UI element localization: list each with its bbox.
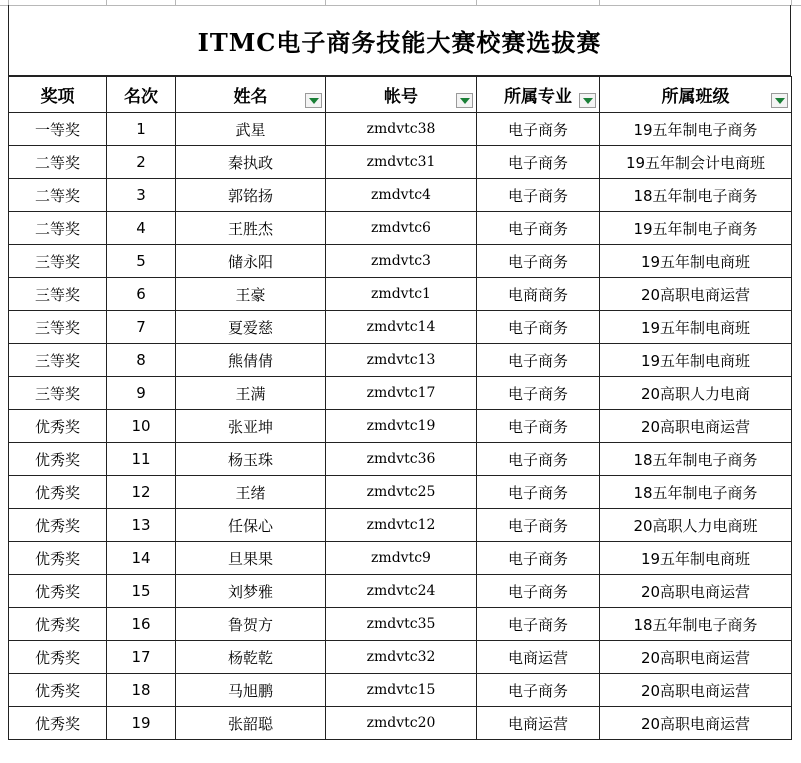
cell-award[interactable]: 三等奖	[9, 377, 107, 410]
cell-name[interactable]: 张亚坤	[176, 410, 326, 443]
cell-major[interactable]: 电子商务	[477, 608, 600, 641]
filter-dropdown-icon[interactable]	[305, 93, 322, 108]
table-row	[9, 179, 792, 212]
cell-major[interactable]: 电子商务	[477, 377, 600, 410]
cell-account[interactable]: zmdvtc1	[326, 278, 477, 311]
table-row	[9, 476, 792, 509]
cell-account[interactable]: zmdvtc36	[326, 443, 477, 476]
cell-account[interactable]: zmdvtc3	[326, 245, 477, 278]
cell-major[interactable]: 电子商务	[477, 245, 600, 278]
cell-account[interactable]: zmdvtc14	[326, 311, 477, 344]
table-body	[9, 113, 792, 740]
header-account[interactable]	[326, 77, 477, 113]
cell-major[interactable]: 电商运营	[477, 707, 600, 740]
cell-account[interactable]: zmdvtc4	[326, 179, 477, 212]
cell-class[interactable]: 18五年制电子商务	[600, 608, 792, 641]
cell-name[interactable]: 任保心	[176, 509, 326, 542]
cell-class[interactable]: 19五年制电商班	[600, 245, 792, 278]
cell-account[interactable]: zmdvtc12	[326, 509, 477, 542]
cell-rank[interactable]: 3	[107, 179, 176, 212]
cell-name[interactable]: 马旭鹏	[176, 674, 326, 707]
filter-dropdown-icon[interactable]	[456, 93, 473, 108]
table-row	[9, 443, 792, 476]
header-rank[interactable]	[107, 77, 176, 113]
cell-major[interactable]: 电商商务	[477, 278, 600, 311]
cell-major[interactable]: 电子商务	[477, 311, 600, 344]
cell-rank[interactable]: 1	[107, 113, 176, 146]
cell-class[interactable]: 19五年制电商班	[600, 311, 792, 344]
cell-award[interactable]: 一等奖	[9, 113, 107, 146]
table-row	[9, 311, 792, 344]
cell-name[interactable]: 王胜杰	[176, 212, 326, 245]
cell-class[interactable]: 19五年制电子商务	[600, 113, 792, 146]
header-account-label: 帐号	[384, 87, 418, 107]
cell-award[interactable]: 优秀奖	[9, 443, 107, 476]
cell-award[interactable]: 优秀奖	[9, 707, 107, 740]
cell-major[interactable]: 电子商务	[477, 674, 600, 707]
cell-name[interactable]: 旦果果	[176, 542, 326, 575]
cell-name[interactable]: 王满	[176, 377, 326, 410]
cell-rank[interactable]: 6	[107, 278, 176, 311]
cell-class[interactable]: 20高职电商运营	[600, 278, 792, 311]
table-row	[9, 344, 792, 377]
cell-rank[interactable]: 12	[107, 476, 176, 509]
header-award-label: 奖项	[40, 87, 75, 107]
cell-award[interactable]: 三等奖	[9, 245, 107, 278]
cell-account[interactable]: zmdvtc6	[326, 212, 477, 245]
cell-major[interactable]: 电商运营	[477, 641, 600, 674]
cell-award[interactable]: 二等奖	[9, 212, 107, 245]
cell-account[interactable]: zmdvtc13	[326, 344, 477, 377]
cell-award[interactable]: 二等奖	[9, 146, 107, 179]
cell-award[interactable]: 三等奖	[9, 278, 107, 311]
cell-major[interactable]: 电子商务	[477, 542, 600, 575]
cell-award[interactable]: 三等奖	[9, 344, 107, 377]
cell-rank[interactable]: 13	[107, 509, 176, 542]
table-row	[9, 608, 792, 641]
cell-name[interactable]: 杨玉珠	[176, 443, 326, 476]
table-row	[9, 575, 792, 608]
cell-rank[interactable]: 14	[107, 542, 176, 575]
cell-rank[interactable]: 18	[107, 674, 176, 707]
cell-award[interactable]: 优秀奖	[9, 509, 107, 542]
cell-major[interactable]: 电子商务	[477, 509, 600, 542]
cell-award[interactable]: 优秀奖	[9, 542, 107, 575]
table-row	[9, 542, 792, 575]
cell-account[interactable]: zmdvtc19	[326, 410, 477, 443]
cell-name[interactable]: 熊倩倩	[176, 344, 326, 377]
cell-account[interactable]: zmdvtc20	[326, 707, 477, 740]
title-cell[interactable]	[8, 5, 791, 76]
filter-dropdown-icon[interactable]	[771, 93, 788, 108]
cell-name[interactable]: 王绪	[176, 476, 326, 509]
cell-award[interactable]: 优秀奖	[9, 641, 107, 674]
cell-name[interactable]: 杨乾乾	[176, 641, 326, 674]
header-name-label: 姓名	[233, 87, 268, 107]
cell-name[interactable]: 夏爱慈	[176, 311, 326, 344]
cell-account[interactable]: zmdvtc31	[326, 146, 477, 179]
cell-name[interactable]: 武星	[176, 113, 326, 146]
cell-name[interactable]: 郭铭扬	[176, 179, 326, 212]
cell-class[interactable]: 20高职人力电商	[600, 377, 792, 410]
cell-rank[interactable]: 4	[107, 212, 176, 245]
cell-major[interactable]: 电子商务	[477, 344, 600, 377]
cell-major[interactable]: 电子商务	[477, 146, 600, 179]
cell-major[interactable]: 电子商务	[477, 575, 600, 608]
table-row	[9, 674, 792, 707]
table-row	[9, 377, 792, 410]
cell-award[interactable]: 优秀奖	[9, 476, 107, 509]
cell-account[interactable]: zmdvtc24	[326, 575, 477, 608]
cell-class[interactable]: 20高职电商运营	[600, 410, 792, 443]
cell-rank[interactable]: 9	[107, 377, 176, 410]
header-major[interactable]	[477, 77, 600, 113]
cell-class[interactable]: 18五年制电子商务	[600, 179, 792, 212]
cell-class[interactable]: 18五年制电子商务	[600, 443, 792, 476]
cell-award[interactable]: 优秀奖	[9, 674, 107, 707]
cell-account[interactable]: zmdvtc15	[326, 674, 477, 707]
table-row	[9, 509, 792, 542]
table-row	[9, 410, 792, 443]
cell-name[interactable]: 储永阳	[176, 245, 326, 278]
cell-class[interactable]: 18五年制电子商务	[600, 476, 792, 509]
cell-account[interactable]: zmdvtc9	[326, 542, 477, 575]
filter-dropdown-icon[interactable]	[579, 93, 596, 108]
header-class-label: 所属班级	[661, 87, 730, 107]
results-table	[8, 76, 792, 740]
table-row	[9, 278, 792, 311]
cell-class[interactable]: 20高职电商运营	[600, 674, 792, 707]
cell-name[interactable]: 刘梦雅	[176, 575, 326, 608]
header-class[interactable]	[600, 77, 792, 113]
cell-award[interactable]: 优秀奖	[9, 410, 107, 443]
cell-name[interactable]: 张韶聪	[176, 707, 326, 740]
cell-account[interactable]: zmdvtc25	[326, 476, 477, 509]
header-award[interactable]	[9, 77, 107, 113]
cell-name[interactable]: 王豪	[176, 278, 326, 311]
cell-account[interactable]: zmdvtc32	[326, 641, 477, 674]
cell-major[interactable]: 电子商务	[477, 113, 600, 146]
table-row	[9, 245, 792, 278]
table-row	[9, 113, 792, 146]
cell-major[interactable]: 电子商务	[477, 410, 600, 443]
sheet-title: ITMC电子商务技能大赛校赛选拔赛	[197, 27, 602, 57]
cell-rank[interactable]: 16	[107, 608, 176, 641]
header-rank-label: 名次	[124, 87, 158, 107]
cell-major[interactable]: 电子商务	[477, 443, 600, 476]
cell-class[interactable]: 19五年制电商班	[600, 344, 792, 377]
cell-award[interactable]: 优秀奖	[9, 575, 107, 608]
cell-account[interactable]: zmdvtc35	[326, 608, 477, 641]
header-major-label: 所属专业	[504, 87, 572, 107]
cell-rank[interactable]: 10	[107, 410, 176, 443]
cell-class[interactable]: 20高职电商运营	[600, 707, 792, 740]
cell-account[interactable]: zmdvtc38	[326, 113, 477, 146]
cell-rank[interactable]: 19	[107, 707, 176, 740]
cell-rank[interactable]: 11	[107, 443, 176, 476]
cell-award[interactable]: 三等奖	[9, 311, 107, 344]
cell-rank[interactable]: 8	[107, 344, 176, 377]
cell-class[interactable]: 20高职电商运营	[600, 641, 792, 674]
table-row	[9, 641, 792, 674]
table-row	[9, 707, 792, 740]
cell-rank[interactable]: 2	[107, 146, 176, 179]
cell-award[interactable]: 二等奖	[9, 179, 107, 212]
table-row	[9, 146, 792, 179]
header-name[interactable]	[176, 77, 326, 113]
table-row	[9, 212, 792, 245]
cell-major[interactable]: 电子商务	[477, 476, 600, 509]
header-row	[9, 77, 792, 113]
cell-rank[interactable]: 7	[107, 311, 176, 344]
cell-class[interactable]: 20高职人力电商班	[600, 509, 792, 542]
cell-class[interactable]: 19五年制电子商务	[600, 212, 792, 245]
cell-rank[interactable]: 5	[107, 245, 176, 278]
cell-rank[interactable]: 15	[107, 575, 176, 608]
cell-account[interactable]: zmdvtc17	[326, 377, 477, 410]
cell-award[interactable]: 优秀奖	[9, 608, 107, 641]
cell-rank[interactable]: 17	[107, 641, 176, 674]
cell-class[interactable]: 20高职电商运营	[600, 575, 792, 608]
cell-major[interactable]: 电子商务	[477, 212, 600, 245]
cell-class[interactable]: 19五年制会计电商班	[600, 146, 792, 179]
cell-name[interactable]: 秦执政	[176, 146, 326, 179]
cell-major[interactable]: 电子商务	[477, 179, 600, 212]
cell-name[interactable]: 鲁贺方	[176, 608, 326, 641]
cell-class[interactable]: 19五年制电商班	[600, 542, 792, 575]
